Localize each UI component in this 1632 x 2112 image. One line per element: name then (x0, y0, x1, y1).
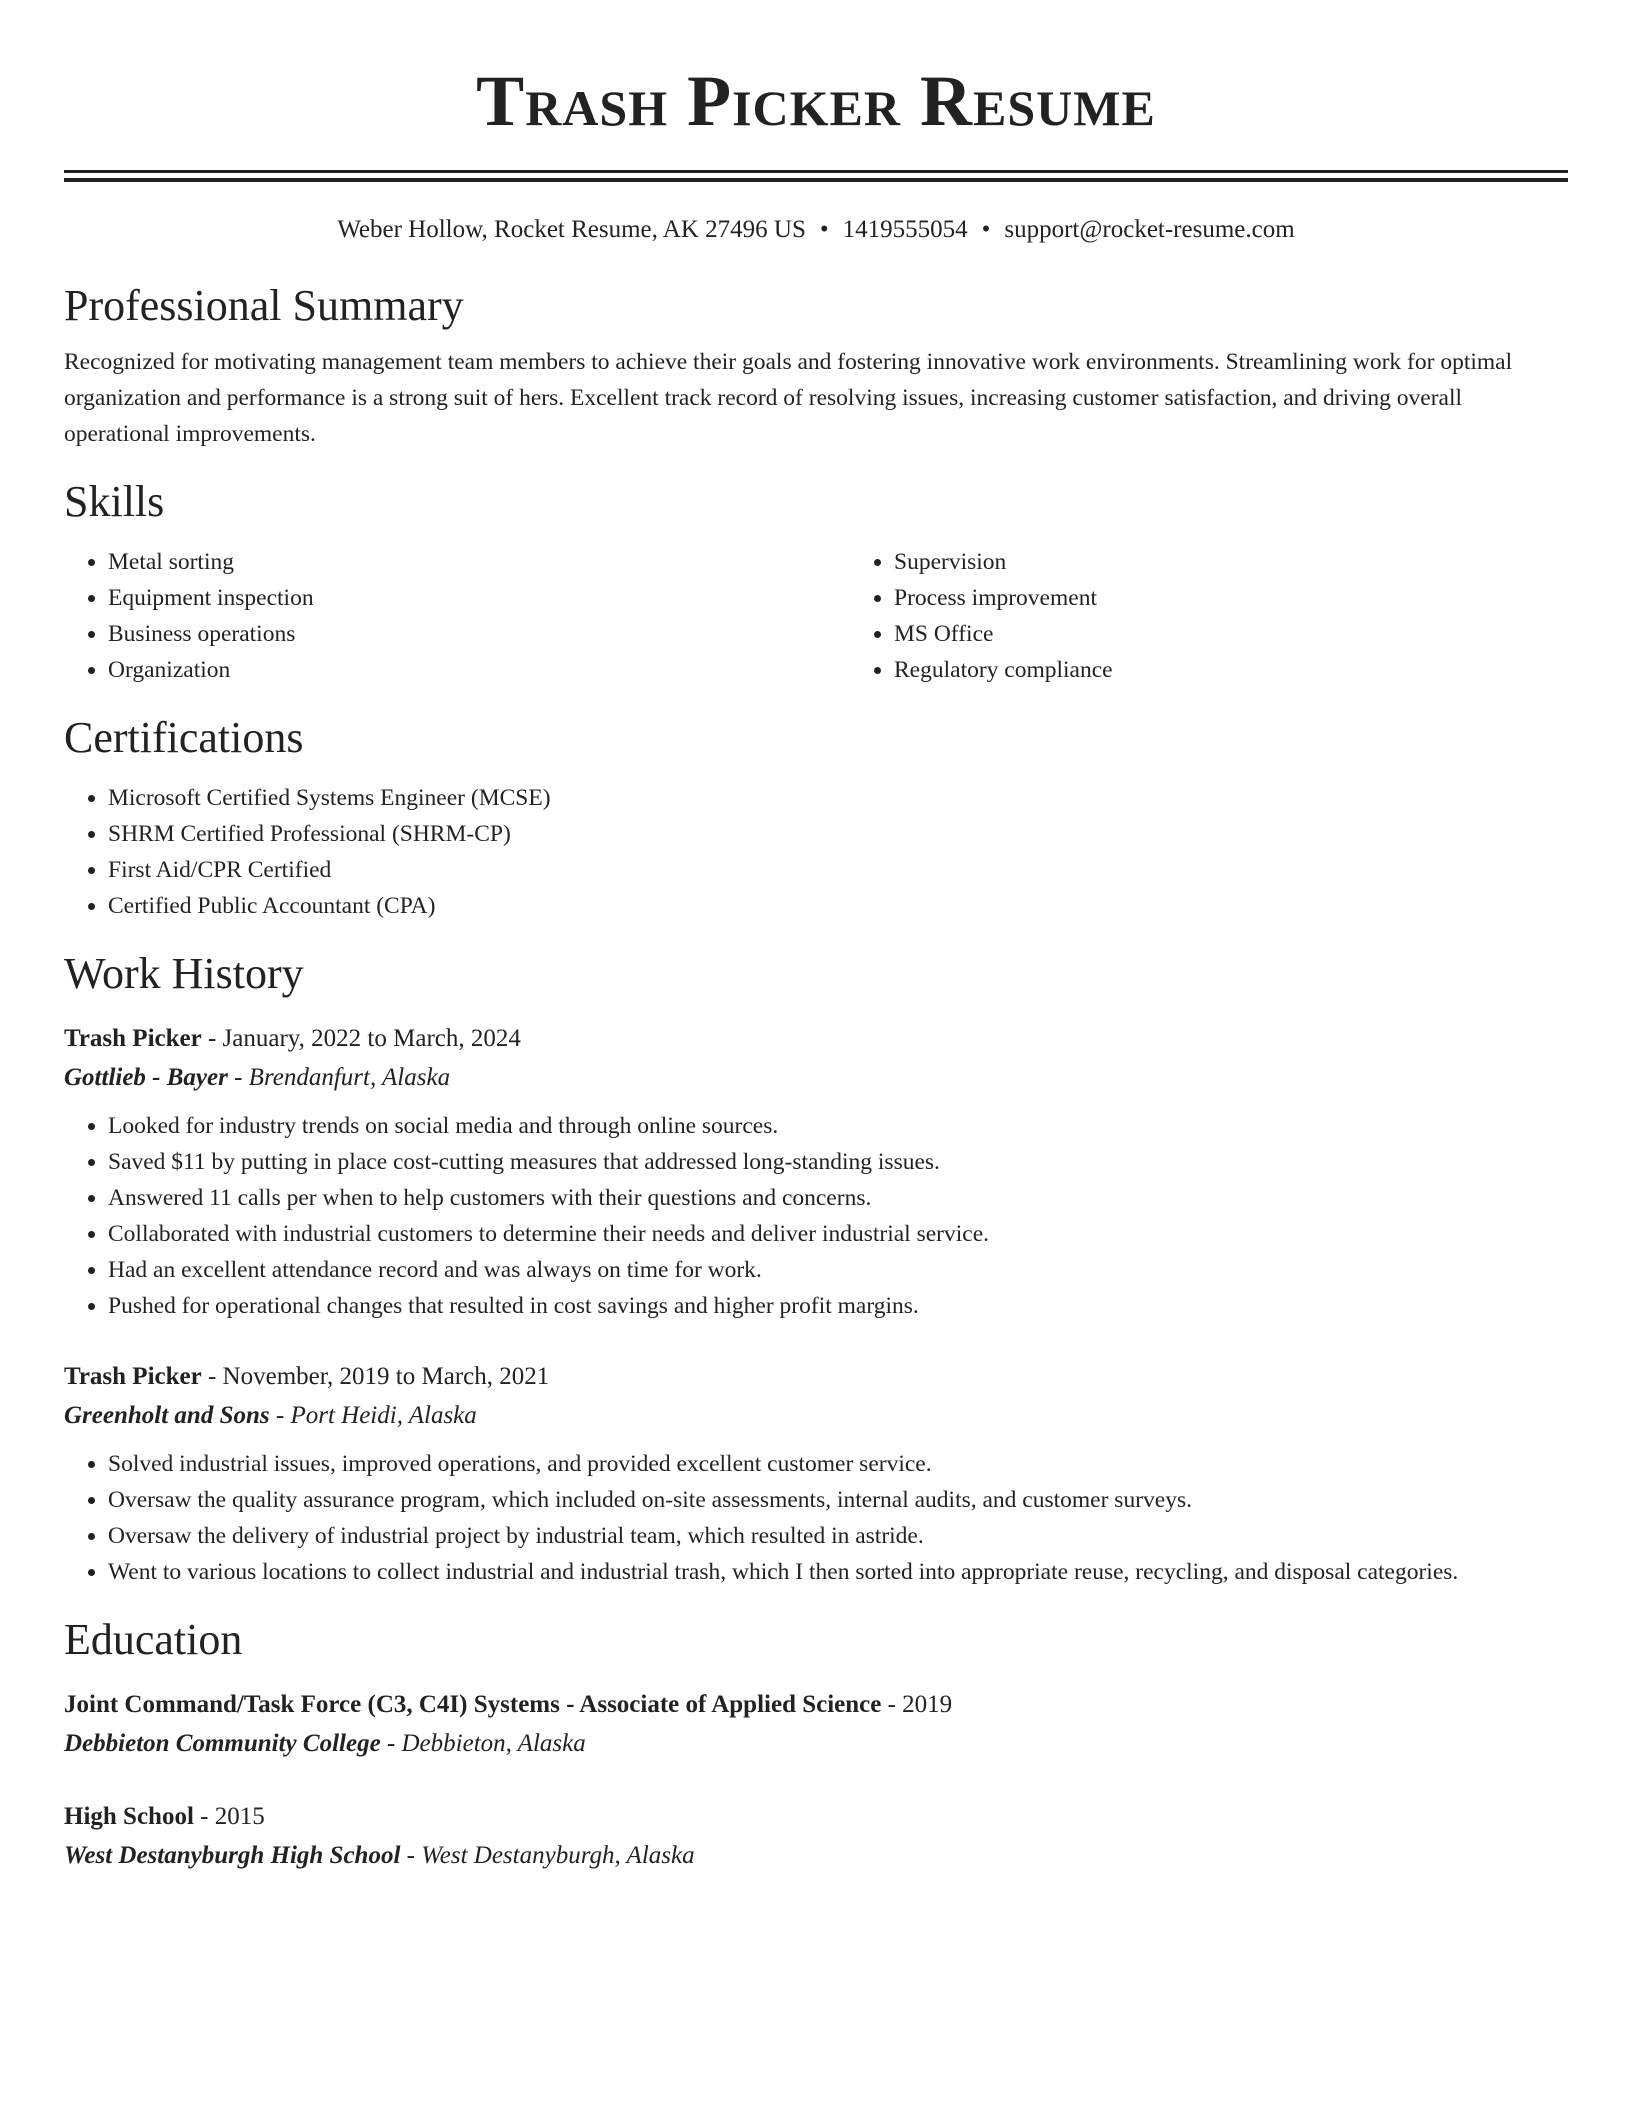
skill-item: • Metal sorting (108, 544, 850, 580)
education-degree: Joint Command/Task Force (C3, C4I) Systems - Associate of Applied Science (64, 1691, 882, 1718)
skills-left-list (64, 544, 850, 688)
job-bullet: • Answered 11 calls per when to help customers with their questions and concerns. (108, 1180, 1568, 1216)
contact-separator: • (819, 216, 829, 243)
job-location: - Brendanfurt, Alaska (234, 1064, 451, 1091)
title-divider (64, 170, 1568, 182)
contact-email: support@rocket-resume.com (1004, 216, 1295, 243)
education-section (64, 1612, 1568, 1876)
certification-item: • First Aid/CPR Certified (108, 852, 1568, 888)
job-bullet: • Pushed for operational changes that resulted in cost savings and higher profit margins. (108, 1288, 1568, 1324)
education-header (64, 1686, 1568, 1724)
certifications-heading: Certifications (64, 713, 304, 762)
job-employer-line (64, 1396, 1568, 1436)
summary-heading: Professional Summary (64, 281, 464, 330)
certification-item: • Certified Public Accountant (CPA) (108, 888, 1568, 924)
job-location: - Port Heidi, Alaska (275, 1402, 477, 1429)
job-entry (64, 1020, 1568, 1324)
skill-item: • Equipment inspection (108, 580, 850, 616)
job-dates: - November, 2019 to March, 2021 (207, 1363, 550, 1390)
job-bullets (64, 1446, 1568, 1590)
certifications-list (64, 780, 1568, 924)
skills-right-list (850, 544, 1113, 688)
skill-item: • MS Office (894, 616, 1113, 652)
job-bullet: • Had an excellent attendance record and was always on time for work. (108, 1252, 1568, 1288)
job-header (64, 1020, 1568, 1058)
education-year: - 2019 (887, 1691, 953, 1718)
certification-item: • Microsoft Certified Systems Engineer (MCSE) (108, 780, 1568, 816)
education-location: - Debbieton, Alaska (386, 1730, 586, 1757)
job-company: Gottlieb - Bayer (64, 1064, 228, 1091)
contact-line (64, 214, 1568, 246)
job-header (64, 1358, 1568, 1396)
education-year: - 2015 (200, 1803, 265, 1830)
skill-item: • Supervision (894, 544, 1113, 580)
job-entry (64, 1358, 1568, 1590)
education-school: Debbieton Community College (64, 1730, 381, 1757)
education-entry (64, 1686, 1568, 1764)
education-heading: Education (64, 1615, 243, 1664)
job-title: Trash Picker (64, 1025, 202, 1052)
contact-address: Weber Hollow, Rocket Resume, AK 27496 US (337, 216, 806, 243)
contact-phone: 1419555054 (842, 216, 968, 243)
resume-title: Trash Picker Resume (476, 61, 1156, 141)
skill-item: • Business operations (108, 616, 850, 652)
job-company: Greenholt and Sons (64, 1402, 270, 1429)
job-bullet: • Collaborated with industrial customers to determine their needs and deliver industrial service. (108, 1216, 1568, 1252)
job-employer-line (64, 1058, 1568, 1098)
education-degree: High School (64, 1803, 194, 1830)
certification-item: • SHRM Certified Professional (SHRM-CP) (108, 816, 1568, 852)
job-bullet: • Saved $11 by putting in place cost-cutting measures that addressed long-standing issues. (108, 1144, 1568, 1180)
skill-item: • Process improvement (894, 580, 1113, 616)
education-school-line (64, 1836, 1568, 1876)
contact-separator: • (981, 216, 991, 243)
job-bullet: • Oversaw the delivery of industrial project by industrial team, which resulted in astride. (108, 1518, 1568, 1554)
education-header (64, 1798, 1568, 1836)
summary-text: Recognized for motivating management team members to achieve their goals and fostering innovative work environments. Streamlining work for optimal organization and performance is a strong suit of hers. Excellent track record of resolving issues, increasing customer satisfaction, and driving overall operational improvements. (64, 349, 1513, 447)
certifications-section (64, 710, 1568, 924)
work-history-heading: Work History (64, 949, 304, 998)
job-bullet: • Oversaw the quality assurance program, which included on-site assessments, internal audits, and customer surveys. (108, 1482, 1568, 1518)
job-bullet: • Looked for industry trends on social media and through online sources. (108, 1108, 1568, 1144)
job-dates: - January, 2022 to March, 2024 (207, 1025, 521, 1052)
skills-section (64, 474, 1568, 688)
job-bullets (64, 1108, 1568, 1324)
skills-columns (64, 544, 1568, 688)
skill-item: • Organization (108, 652, 850, 688)
education-entry (64, 1798, 1568, 1876)
education-school-line (64, 1724, 1568, 1764)
education-school: West Destanyburgh High School (64, 1842, 401, 1869)
job-bullet: • Solved industrial issues, improved operations, and provided excellent customer service. (108, 1446, 1568, 1482)
job-title: Trash Picker (64, 1363, 202, 1390)
summary-section (64, 278, 1568, 452)
skill-item: • Regulatory compliance (894, 652, 1113, 688)
job-bullet: • Went to various locations to collect industrial and industrial trash, which I then sorted into appropriate reuse, recycling, and disposal categories. (108, 1554, 1568, 1590)
work-history-section (64, 946, 1568, 1590)
skills-heading: Skills (64, 477, 165, 526)
education-location: - West Destanyburgh, Alaska (406, 1842, 695, 1869)
